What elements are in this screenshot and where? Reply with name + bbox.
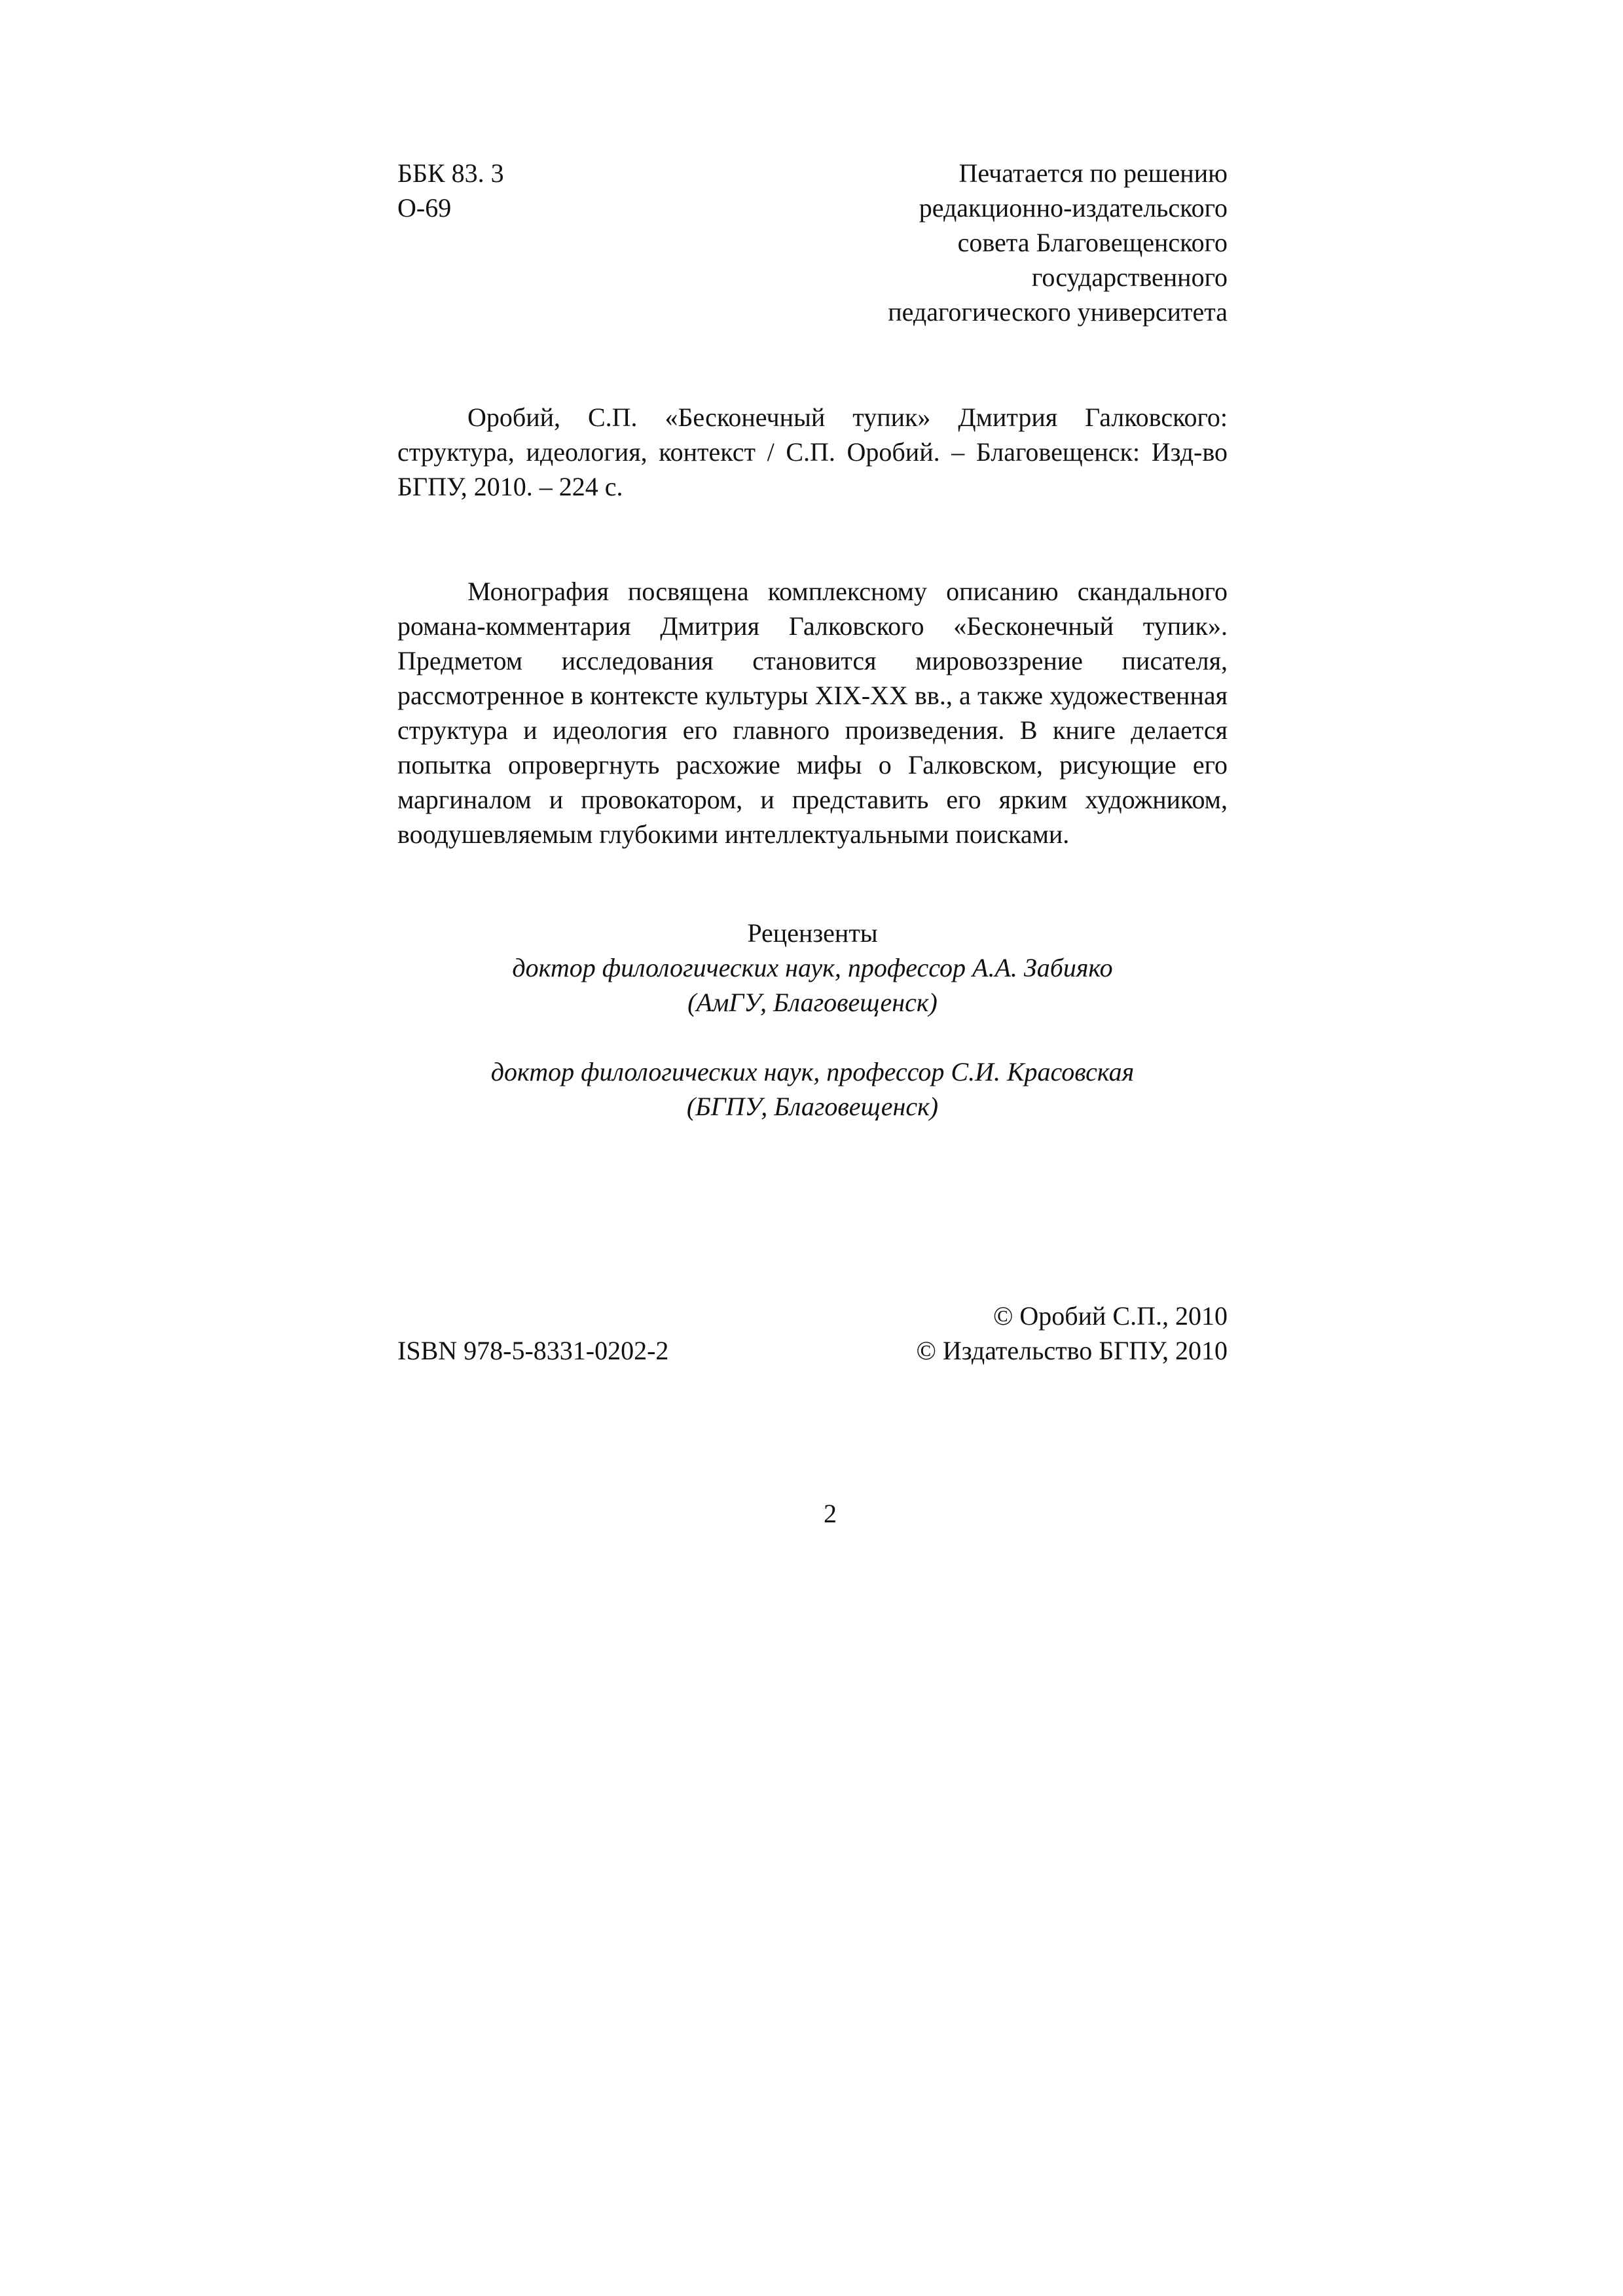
reviewer-affiliation: (БГПУ, Благовещенск) — [686, 1092, 939, 1121]
page-number: 2 — [824, 1499, 837, 1528]
author-mark: О-69 — [397, 193, 452, 223]
imprint-note — [720, 156, 1228, 329]
reviewer-name: доктор филологических наук, профессор С.И. Красовская — [490, 1057, 1135, 1086]
bbk-code: ББК 83. 3 — [397, 158, 504, 188]
classification-block — [397, 156, 659, 225]
reviewer-name: доктор филологических наук, профессор А.А. Забияко — [512, 953, 1113, 982]
copyright-publisher: © Издательство БГПУ, 2010 — [916, 1336, 1228, 1365]
reviewer-affiliation: (АмГУ, Благовещенск) — [687, 988, 938, 1017]
reviewers-block — [397, 916, 1228, 1124]
bibliographic-citation: Оробий, С.П. «Бесконечный тупик» Дмитрия Галковского: структура, идеология, контекст / С.П. Оробий. – Благовещенск: Изд-во БГПУ, 2010. – 224 с. — [397, 403, 1228, 501]
reviewers-heading: Рецензенты — [747, 918, 878, 948]
spacer — [397, 1020, 1228, 1054]
imprint-line: педагогического университета — [888, 297, 1228, 327]
imprint-line: государственного — [1031, 262, 1228, 292]
imprint-line: Печатается по решению — [958, 158, 1228, 188]
imprint-line: редакционно-издательского — [919, 193, 1228, 223]
isbn: ISBN 978-5-8331-0202-2 — [397, 1336, 669, 1365]
abstract-paragraph: Монография посвящена комплексному описанию скандального романа-комментария Дмитрия Галковского «Бесконечный тупик». Предметом исследования становится мировоззрение писателя, рассмотренное в контексте культуры XIX-XX вв., а также художественная структура и идеология его главного произведения. В книге делается попытка опровергнуть расхожие мифы о Галковском, рисующие его маргиналом и провокатором, и представить его ярким художником, воодушевляемым глубокими интеллектуальными поисками. — [397, 577, 1228, 849]
copyright-block — [786, 1299, 1228, 1368]
copyright-author: © Оробий С.П., 2010 — [993, 1301, 1228, 1331]
imprint-line: совета Благовещенского — [957, 228, 1228, 257]
